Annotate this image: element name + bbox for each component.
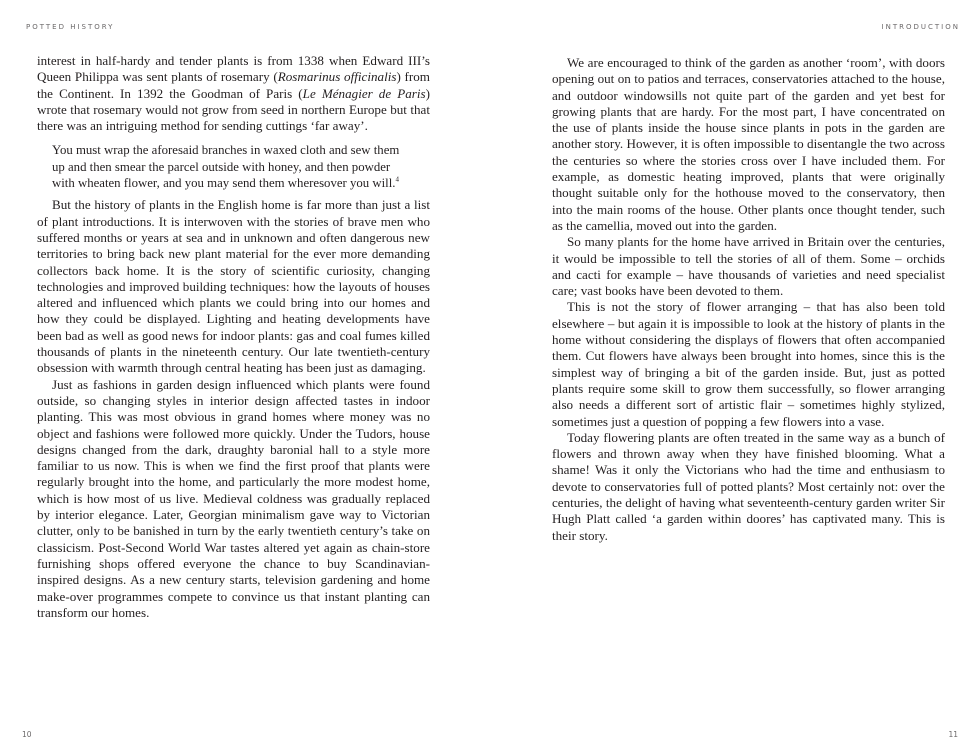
page-number-left: 10 [22, 730, 32, 739]
text-run: ) from the Continent. In 1392 the Goodman of Paris ( [37, 69, 430, 101]
paragraph: Just as fashions in garden design influenced which plants were found outside, so changing styles in interior design affected tastes in indoor planting. This was most obvious in grand homes where money was no object and fashions were followed more quickly. Under the Tudors, house designs changed from the dark, draughty baronial hall to a style more familiar to us now. This is when we find the first proof that plants were regularly brought into the home, and particularly the more modest home, which is how most of us live. Medieval coldness was gradually replaced by interior elegance. Later, Georgian minimalism gave way to Victorian clutter, only to be banished in turn by the early twentieth century’s take on classicism. Post-Second World War tastes altered yet again as chain-store furnishing shops offered everyone the chance to buy Scandinavian-inspired designs. As a new century starts, television gardening and home make-over programmes compete to convince us that instant planting can transform our homes. [37, 376, 430, 620]
page-number-right: 11 [948, 730, 958, 739]
text-run: ) wrote that rosemary would not grow from seed in northern Europe but that there was an intriguing method for sending cuttings ‘far away’. [37, 85, 430, 134]
text-run: interest in half-hardy and tender plants is from 1338 when Edward III’s Queen Philippa was sent plants of rosemary ( [37, 53, 430, 85]
paragraph: We are encouraged to think of the garden as another ‘room’, with doors opening out on to patios and terraces, conservatories attached to the house, and outdoor windowsills not quite part of the garden and yet best for growing plants that are hardy. For the most part, I have concentrated on the use of plants inside the house since plants in pots in the garden are another story. However, it is often impossible to disentangle the two across the centuries so where the stories cross over I have included them. For example, as domestic heating improved, plants that were originally thought suitable only for the hothouse moved to the conservatory, then into the main rooms of the house. Other plants once thought tender, such as the camellia, moved out into the garden. [552, 55, 945, 233]
paragraph: So many plants for the home have arrived in Britain over the centuries, it would be impossible to tell the stories of all of them. Some – orchids and cacti for example – have thousands of varieties and need specialist care; vast books have been devoted to them. [552, 234, 945, 299]
left-page-text [37, 53, 430, 621]
quote-text: You must wrap the aforesaid branches in waxed cloth and sew them up and then smear the parcel outside with honey, and then powder with wheaten flower, and you may send them wheresover you will. [52, 143, 400, 191]
latin-name: Rosmarinus officinalis [277, 69, 397, 85]
right-page-text [552, 55, 945, 544]
paragraph: But the history of plants in the English home is far more than just a list of plant introductions. It is interwoven with the stories of brave men who suffered months or years at sea and in unknown and often dangerous new territories to bring back new plant material for the ever more demanding collectors back home. It is the story of scientific curiosity, changing technologies and improved building techniques: how the layouts of houses altered and influenced which plants we could bring into our homes and how they could be displayed. Lighting and heating developments have been bad as well as good news for indoor plants: gas and coal fumes killed thousands of plants in the nineteenth century. Our late twentieth-century obsession with warmth through central heating has been just as damaging. [37, 197, 430, 376]
running-head-right: INTRODUCTION [881, 23, 960, 31]
book-title: Le Ménagier de Paris [302, 85, 426, 101]
paragraph-continued [37, 53, 430, 134]
block-quote [52, 142, 412, 191]
running-head-left: POTTED HISTORY [26, 23, 115, 31]
paragraph: Today flowering plants are often treated in the same way as a bunch of flowers and thrown away when they have finished blooming. What a shame! Was it only the Victorians who had the time and enthusiasm to devote to conservatories full of potted plants? Most certainly not: over the centuries, the delight of having what seventeenth-century garden writer Sir Hugh Platt called ‘a garden within doores’ has captivated many. This is their story. [552, 429, 945, 543]
paragraph: This is not the story of flower arranging – that has also been told elsewhere – but again it is impossible to look at the history of plants in the home without considering the displays of flowers that often accompanied them. Cut flowers have always been brought into homes, since this is the simplest way of bringing a bit of the garden inside. But, just as potted plants require some skill to grow them successfully, so flower arranging also needs a different sort of artistic flair – sometimes highly stylized, sometimes just a question of popping a few flowers into a vase. [552, 299, 945, 429]
footnote-marker: 4 [395, 175, 399, 184]
